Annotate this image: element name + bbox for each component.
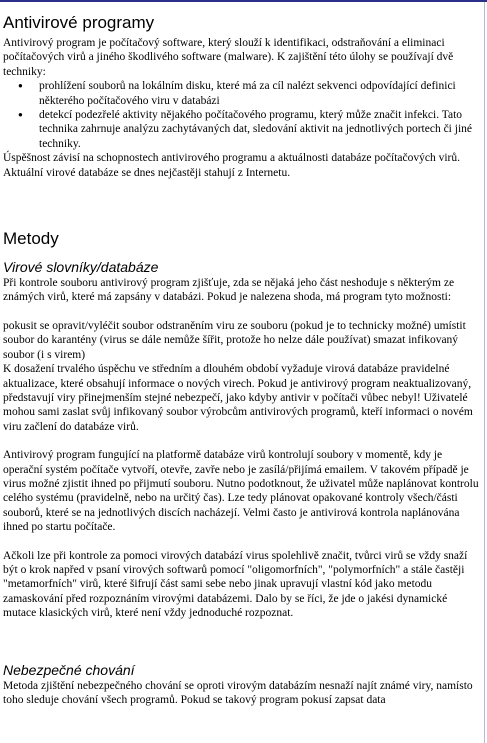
document-body — [3, 6, 483, 707]
outro-paragraph: Úspěšnost závisí na schopnostech antivirového programu a aktuálnosti databáze počítačových virů. Aktuální virové databáze se dnes nejčastěji stahují z Internetu. — [3, 152, 460, 179]
paragraph: pokusit se opravit/vyléčit soubor odstraněním viru ze souboru (pokud je to technicky možné) umístit soubor do karantény (virus se dále nemůže šířit, protože ho nelze dále používat) smazat infikovaný soubor (i s virem) — [3, 319, 466, 361]
intro-paragraph: Antivirový program je počítačový software, který slouží k identifikaci, odstraňování a eliminaci počítačových virů a jiného škodlivého software (malware). K zajištění této úlohy se používají dvě techniky: — [3, 37, 454, 78]
subsection-title-virove-slovniky: Virové slovníky/databáze — [3, 259, 159, 276]
subsection-title-nebezpecne-chovani: Nebezpečné chování — [3, 661, 135, 678]
page-edge-rule — [484, 2, 485, 743]
paragraph: K dosažení trvalého úspěchu ve středním a dlouhém období vyžaduje virová databáze pravidelné aktualizace, které obsahují informace o nových virech. Pokud je antivirový program neaktualizovaný, představují viry přinejmenším stejné nebezpečí, jako kdyby antivir v počítači vůbec nebyl! Uživatelé mohou sami zaslat svůj infikovaný soubor výrobcům antivirových programů, kteří informaci o novém viru začlení do databáze virů. — [3, 363, 473, 433]
paragraph: Metoda zjištění nebezpečného chování se oproti virovým databázím nesnaží najít známé viry, namísto toho sleduje chování všech programů. Pokud se takový program pokusí zapsat data — [3, 679, 473, 706]
paragraph: Ačkoli lze při kontrole za pomoci virových databází virus spolehlivě značit, tvůrci virů se vždy snaží být o krok napřed v psaní virových softwarů pomocí "oligomorfních", "polymorfních" a stále častěji "metamorfních" virů, které šifrují část sami sebe nebo jinak upravují vlastní kód jako metodu zamaskování před rozpoznáním virovými databázemi. Dalo by se říci, že jde o jakési dynamické mutace klasických virů, které není vždy jednoduché rozpoznat. — [3, 549, 468, 620]
section-title-antivirove-programy: Antivirové programy — [3, 13, 155, 32]
list-item: ● prohlížení souborů na lokálním disku, které má za cíl nalézt sekvenci odpovídající definici některého počítačového viru v databázi — [3, 79, 483, 108]
paragraph: Při kontrole souboru antivirový program zjišťuje, zda se nějaká jeho část neshoduje s některým ze známých virů, které má zapsány v databázi. Pokud je nalezena shoda, má program tyto možnosti: — [3, 277, 455, 304]
list-item: ● detekcí podezřelé aktivity nějakého počítačového programu, který může značit infekci. Tato technika zahrnuje analýzu zachytávaných dat, sledování aktivit na jednotlivých portech či jiné techniky. — [3, 108, 483, 151]
section-title-metody: Metody — [3, 229, 59, 249]
paragraph: Antivirový program fungující na platformě databáze virů kontrolují soubory v momentě, kdy je operační systém počítače vytvoří, otevře, zavře nebo je zasílá/přijímá emailem. V takovém případě je virus možné zjistit ihned po přijmutí souboru. Nutno podotknout, že uživatel může naplánovat kontrolu celého systému (pravidelně, nebo na určitý čas). Lze tedy plánovat opakované kontroly všech/části souborů, které se na jednotlivých discích nacházejí. Velmi často je antivirová kontrola naplánována ihned po startu počítače. — [3, 449, 479, 534]
techniques-list — [3, 79, 483, 151]
